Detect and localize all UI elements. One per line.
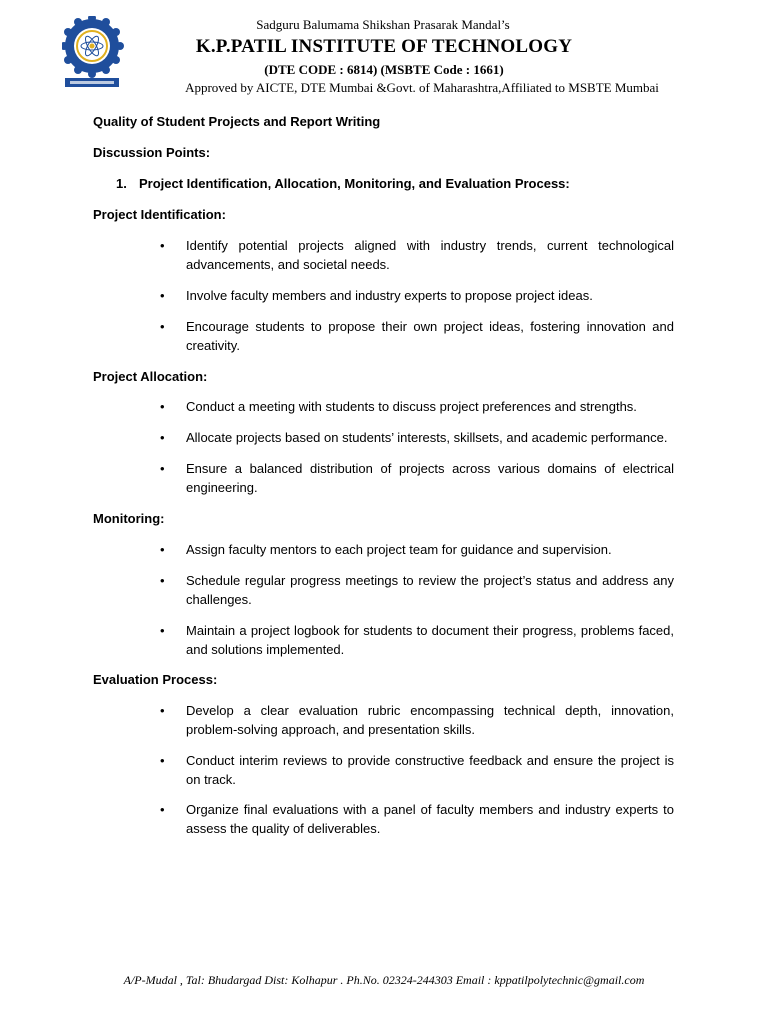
bullet-icon: • [160, 573, 165, 588]
list-item: Involve faculty members and industry experts to propose project ideas. [186, 288, 593, 303]
society-name: Sadguru Balumama Shikshan Prasarak Mandal’s [256, 17, 510, 32]
section-heading-identification: Project Identification: [93, 207, 226, 222]
bullet-icon: • [160, 802, 165, 817]
bullet-icon: • [160, 238, 165, 253]
list-item: Assign faculty mentors to each project team for guidance and supervision. [186, 542, 612, 557]
bullet-icon: • [160, 753, 165, 768]
footer-address: A/P-Mudal , Tal: Bhudargad Dist: Kolhapur . Ph.No. 02324-244303 Email : kppatilpolytechnic@gmail.com [123, 973, 645, 987]
institute-codes: (DTE CODE : 6814) (MSBTE Code : 1661) [264, 62, 504, 77]
list-item: Schedule regular progress meetings to review the project’s status and address any challenges. [186, 573, 674, 607]
discussion-point-1 [116, 174, 570, 193]
list-item: Develop a clear evaluation rubric encompassing technical depth, innovation, problem-solving approach, and presentation skills. [186, 703, 674, 737]
bullet-icon: • [160, 703, 165, 718]
bullet-icon: • [160, 542, 165, 557]
section-heading-evaluation: Evaluation Process: [93, 672, 218, 687]
institute-name: K.P.PATIL INSTITUTE OF TECHNOLOGY [195, 36, 573, 57]
approval-line: Approved by AICTE, DTE Mumbai &Govt. of Maharashtra,Affiliated to MSBTE Mumbai [185, 80, 659, 95]
list-item: Organize final evaluations with a panel of faculty members and industry experts to assess the quality of deliverables. [186, 802, 674, 836]
list-item: Conduct a meeting with students to discuss project preferences and strengths. [186, 399, 637, 414]
list-item: Conduct interim reviews to provide constructive feedback and ensure the project is on track. [186, 753, 674, 787]
discussion-points-label: Discussion Points: [93, 145, 211, 160]
bullet-icon: • [160, 399, 165, 414]
point-text: Project Identification, Allocation, Monitoring, and Evaluation Process: [139, 176, 570, 191]
bullet-icon: • [160, 288, 165, 303]
bullet-icon: • [160, 430, 165, 445]
list-item: Maintain a project logbook for students to document their progress, problems faced, and solutions implemented. [186, 623, 674, 657]
list-item: Identify potential projects aligned with industry trends, current technological advancements, and societal needs. [186, 238, 674, 272]
list-item: Ensure a balanced distribution of projects across various domains of electrical engineering. [186, 461, 674, 495]
list-item: Allocate projects based on students’ interests, skillsets, and academic performance. [186, 430, 668, 445]
bullet-icon: • [160, 319, 165, 334]
section-heading-monitoring: Monitoring: [93, 511, 165, 526]
bullet-icon: • [160, 461, 165, 476]
list-item: Encourage students to propose their own project ideas, fostering innovation and creativity. [186, 319, 674, 353]
document-title: Quality of Student Projects and Report Writing [93, 114, 381, 129]
section-heading-allocation: Project Allocation: [93, 369, 208, 384]
point-number: 1. [116, 176, 127, 191]
bullet-icon: • [160, 623, 165, 638]
